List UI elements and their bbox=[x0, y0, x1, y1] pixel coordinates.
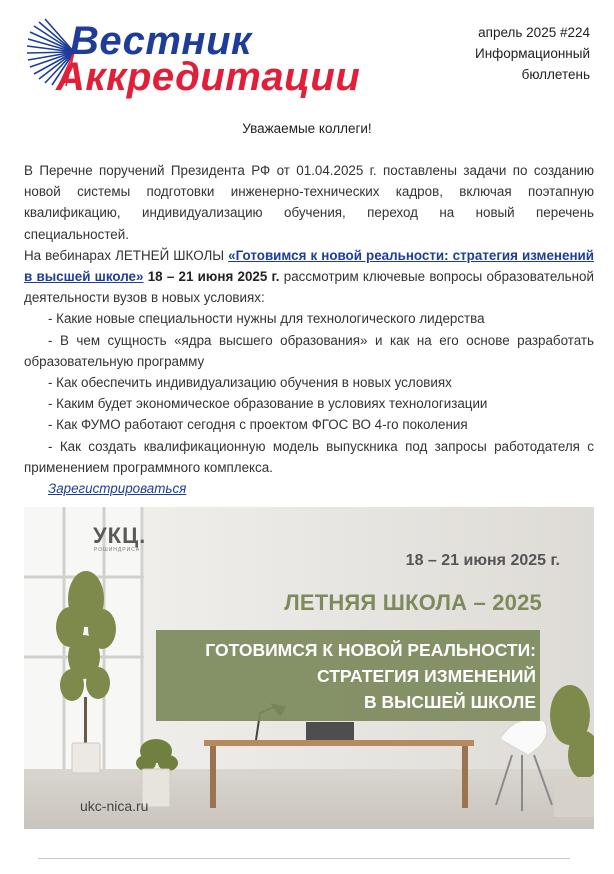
list-item: - Как создать квалификационную модель выпускника под запросы работодателя с применением программного комплекса. bbox=[24, 438, 594, 475]
bulletin-type-line1: Информационный bbox=[474, 46, 590, 61]
register-paragraph bbox=[24, 478, 594, 499]
banner-subtitle: ГОТОВИМСЯ К НОВОЙ РЕАЛЬНОСТИ: СТРАТЕГИЯ ИЗМЕНЕНИЙ В ВЫСШЕЙ ШКОЛЕ bbox=[205, 640, 536, 712]
list-item: - Каким будет экономическое образование в условиях технологизации bbox=[48, 396, 488, 412]
banner-logo-subtitle: РОШИНДРИСА bbox=[94, 547, 141, 553]
newsletter-body bbox=[24, 160, 594, 499]
banner-logo: УКЦ. bbox=[93, 523, 147, 548]
banner-url: ukc-nica.ru bbox=[80, 798, 149, 814]
summer-school-banner[interactable] bbox=[24, 507, 594, 829]
summer-school-link[interactable]: «Готовимся к новой реальности: стратегия изменений в высшей школе» bbox=[24, 247, 594, 285]
list-item: - В чем сущность «ядра высшего образования» и как на его основе разработать образовательную программу bbox=[24, 332, 594, 369]
webinar-suffix: рассмотрим ключевые вопросы образовательной деятельности вузов в новых условиях: bbox=[24, 269, 594, 306]
issue-number: апрель 2025 #224 bbox=[478, 25, 590, 40]
list-item: - Как ФУМО работают сегодня с проектом ФГОС ВО 4-го поколения bbox=[48, 417, 468, 433]
greeting: Уважаемые коллеги! bbox=[242, 121, 372, 136]
webinar-dates: 18 – 21 июня 2025 г. bbox=[147, 269, 280, 285]
vestnik-logo bbox=[26, 18, 436, 98]
newsletter-header bbox=[0, 0, 614, 105]
register-link[interactable]: Зарегистрироваться bbox=[48, 481, 187, 497]
footer-divider bbox=[38, 858, 570, 859]
banner-date: 18 – 21 июня 2025 г. bbox=[405, 552, 560, 569]
bulletin-type-line2: бюллетень bbox=[521, 67, 590, 82]
list-item: - Какие новые специальности нужны для технологического лидерства bbox=[48, 311, 485, 327]
list-item: - Как обеспечить индивидуализацию обучения в новых условиях bbox=[48, 375, 452, 391]
banner-title: ЛЕТНЯЯ ШКОЛА – 2025 bbox=[284, 590, 542, 615]
logo-title-line2: Аккредитации bbox=[56, 55, 361, 99]
intro-paragraph: В Перечне поручений Президента РФ от 01.04.2025 г. поставлены задачи по созданию новой системы подготовки инженерно-технических кадров, включая поэтапную квалификацию, индивидуализацию обучения, переход на новый перечень специальностей. bbox=[24, 163, 594, 242]
logo-title-line1: Вестник bbox=[70, 19, 252, 63]
issue-info bbox=[475, 22, 590, 85]
webinar-prefix: На вебинарах ЛЕТНЕЙ ШКОЛЫ bbox=[24, 247, 225, 263]
webinar-paragraph bbox=[24, 245, 594, 309]
